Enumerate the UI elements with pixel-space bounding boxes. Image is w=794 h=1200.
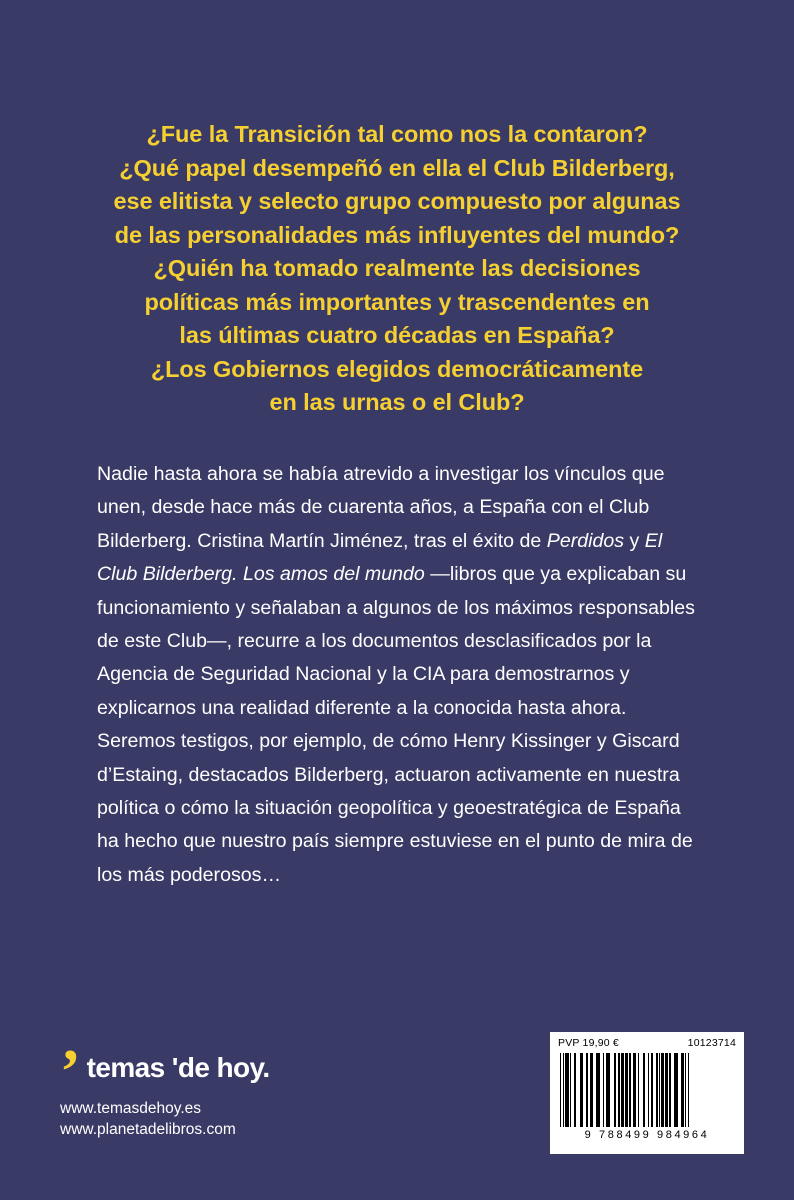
headline-line: ¿Fue la Transición tal como nos la contaron? bbox=[146, 121, 648, 147]
headline-line: las últimas cuatro décadas en España? bbox=[179, 322, 615, 348]
barcode-bars bbox=[556, 1053, 738, 1127]
publisher-name: temas 'de hoy. bbox=[86, 1052, 270, 1083]
headline-block bbox=[60, 118, 734, 420]
barcode-header bbox=[556, 1037, 738, 1049]
headline-line: en las urnas o el Club? bbox=[269, 389, 525, 415]
headline-line: de las personalidades más influyentes del mundo? bbox=[114, 221, 680, 248]
publisher-url[interactable]: www.temasdehoy.es bbox=[60, 1100, 201, 1117]
isbn-digits: 9 788499 984964 bbox=[584, 1129, 710, 1141]
internal-code: 10123714 bbox=[687, 1037, 736, 1049]
headline-line: ¿Los Gobiernos elegidos democráticamente bbox=[150, 355, 644, 382]
headline-line: ese elitista y selecto grupo compuesto por algunas bbox=[113, 188, 681, 214]
publisher-logo bbox=[60, 1038, 360, 1106]
headline-line: políticas más importantes y trascendentes en bbox=[144, 288, 650, 315]
headline-line: ¿Qué papel desempeñó en ella el Club Bilderberg, bbox=[119, 154, 675, 181]
headline-line: ¿Quién ha tomado realmente las decisiones bbox=[153, 255, 641, 281]
barcode-panel bbox=[550, 1032, 744, 1154]
blurb-paragraph: Nadie hasta ahora se había atrevido a investigar los vínculos que unen, desde hace más de cuarenta años, a España con el Club Bilderberg. Cristina Martín Jiménez, tras el éxito de Perdidos y El Club Bilderberg. Los amos del mundo —libros que ya explicaban su funcionamiento y señalaban a algunos de los máximos responsables de este Club—, recurre a los documentos desclasificados por la Agencia de Seguridad Nacional y la CIA para demostrarnos y explicarnos una realidad diferente a la conocida hasta ahora. Seremos testigos, por ejemplo, de cómo Henry Kissinger y Giscard d’Estaing, destacados Bilderberg, actuaron activamente en nuestra política o cómo la situación geopolítica y geoestratégica de España ha hecho que nuestro país siempre estuviese en el punto de mira de los más poderosos… bbox=[97, 463, 695, 886]
comma-icon: ’ bbox=[60, 1038, 81, 1106]
publisher-url[interactable]: www.planetadelibros.com bbox=[60, 1121, 236, 1138]
publisher-logo-block bbox=[60, 1040, 360, 1140]
price-label: PVP 19,90 € bbox=[558, 1037, 619, 1049]
publisher-urls bbox=[60, 1098, 360, 1140]
